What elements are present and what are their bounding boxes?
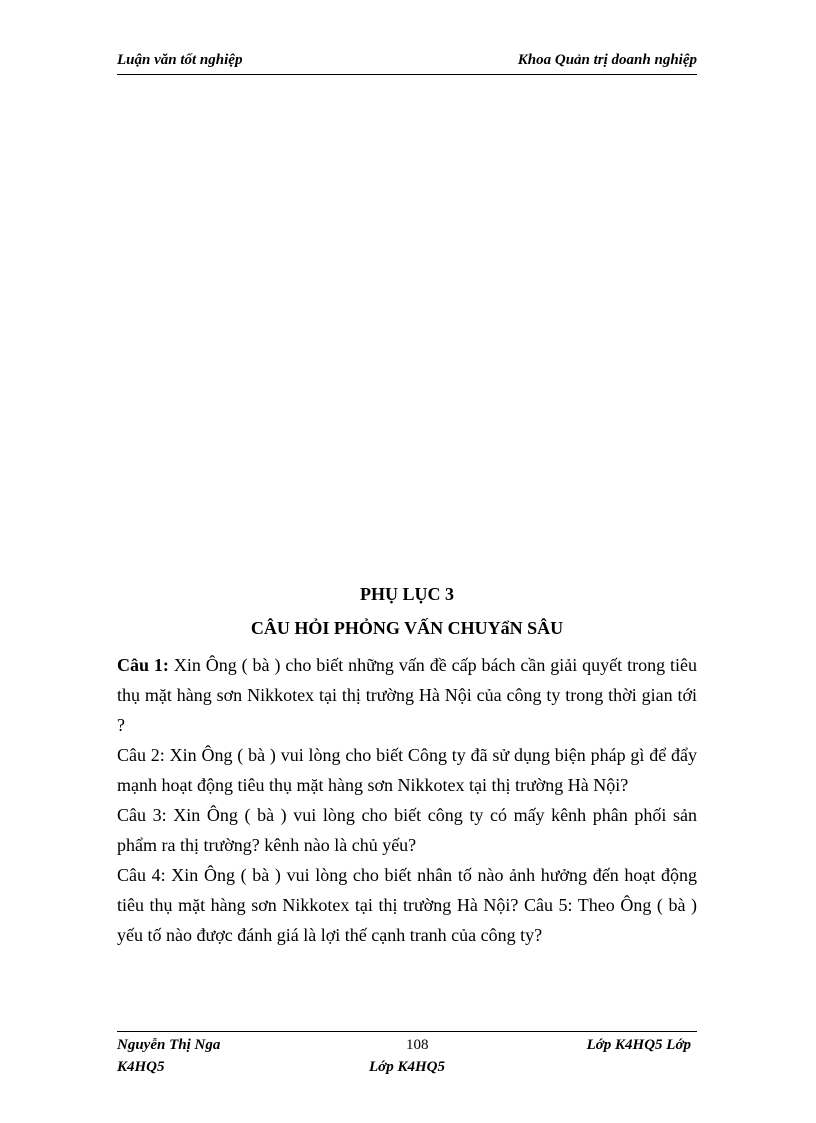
footer-class-center: Lớp K4HQ5 [369, 1059, 445, 1075]
question-paragraph [117, 860, 697, 950]
question-text: Xin Ông ( bà ) cho biết những vấn đề cấp bách cần giải quyết trong tiêu thụ mặt hàng sơn Nikkotex tại thị trường Hà Nội của công ty trong thời gian tới ? [117, 655, 697, 735]
question-text: Câu 3: Xin Ông ( bà ) vui lòng cho biết công ty có mấy kênh phân phối sản phẩm ra thị trường? kênh nào là chủ yếu? [117, 805, 697, 855]
page-header [117, 52, 697, 74]
question-text: Câu 4: Xin Ông ( bà ) vui lòng cho biết nhân tố nào ảnh hưởng đến hoạt động tiêu thụ mặt hàng sơn Nikkotex tại thị trường Hà Nội? Câu 5: Theo Ông ( bà ) yếu tố nào được đánh giá là lợi thế cạnh tranh của công ty? [117, 865, 697, 945]
appendix-subtitle: CÂU HỎI PHỎNG VẤN CHUYẩN SÂU [250, 618, 564, 638]
header-divider [117, 74, 697, 75]
header-thesis-label: Luận văn tốt nghiệp [117, 52, 243, 68]
question-paragraph [117, 650, 697, 740]
question-paragraph [117, 800, 697, 860]
page-footer [117, 1034, 697, 1078]
footer-class-continuation: K4HQ5 [117, 1059, 165, 1075]
footer-divider [117, 1031, 697, 1032]
footer-page-number: 108 [406, 1037, 429, 1053]
question-list [117, 650, 697, 950]
footer-class-label: Lớp K4HQ5 Lớp [586, 1037, 691, 1053]
footer-author-name: Nguyễn Thị Nga [117, 1037, 221, 1053]
question-label: Câu 1: [117, 655, 169, 675]
question-text: Câu 2: Xin Ông ( bà ) vui lòng cho biết Công ty đã sử dụng biện pháp gì để đẩy mạnh hoạt động tiêu thụ mặt hàng sơn Nikkotex tại thị trường Hà Nội? [117, 745, 697, 795]
header-faculty-label: Khoa Quản trị doanh nghiệp [517, 52, 697, 68]
appendix-title: PHỤ LỤC 3 [360, 584, 454, 604]
question-paragraph [117, 740, 697, 800]
